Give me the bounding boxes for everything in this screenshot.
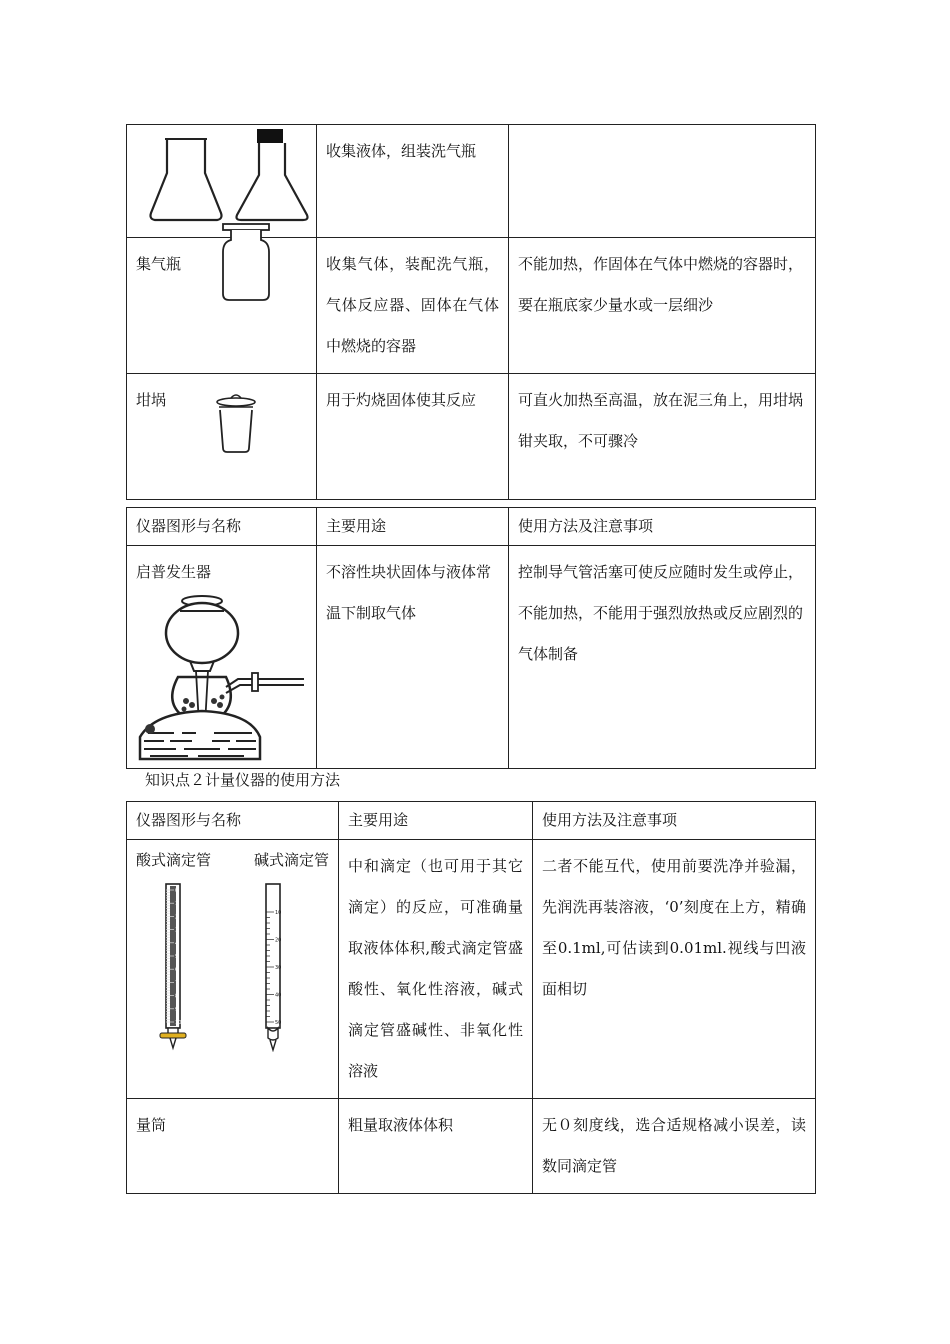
use-text: 用于灼烧固体使其反应 [326, 391, 477, 409]
measuring-instruments-table [126, 801, 816, 1194]
scale-label: 1 [175, 901, 179, 908]
scale-label: 10 [175, 1020, 182, 1026]
base-burette-name: 碱式滴定管 [253, 851, 329, 869]
table-row [127, 546, 816, 769]
scale-label: 0 [175, 888, 179, 894]
scale-label: 8 [175, 993, 179, 1000]
scale-label: 9 [175, 1006, 179, 1013]
table-header-row [127, 508, 816, 546]
use-text: 收集液体，组装洗气瓶 [326, 142, 477, 160]
scale-label: 3 [175, 927, 179, 934]
header-note: 使用方法及注意事项 [518, 517, 654, 535]
use-text: 粗量取液体体积 [348, 1116, 454, 1134]
note-text: 无０刻度线，选合适规格减小误差，读数同滴定管 [542, 1116, 806, 1175]
kipp-generator-illustration [134, 593, 306, 761]
scale-label: 10 [275, 910, 282, 916]
conical-flasks-illustration [127, 125, 317, 237]
apparatus-name: 量筒 [136, 1116, 167, 1134]
base-burette-illustration [258, 882, 288, 1052]
acid-burette-name: 酸式滴定管 [136, 851, 212, 869]
apparatus-table-1 [126, 124, 816, 500]
header-note: 使用方法及注意事项 [542, 811, 678, 829]
header-use: 主要用途 [348, 811, 409, 829]
apparatus-table-2 [126, 507, 816, 769]
note-text: 控制导气管活塞可使反应随时发生或停止，不能加热，不能用于强烈放热或反应剧烈的气体制备 [518, 563, 804, 663]
scale-label: 7 [175, 980, 179, 987]
scale-label: 4 [175, 940, 179, 947]
acid-burette-illustration [158, 882, 188, 1052]
header-name: 仪器图形与名称 [136, 811, 242, 829]
flask-image-cell [127, 125, 317, 238]
scale-label: 50 [275, 1020, 282, 1026]
table-row [127, 125, 816, 238]
scale-label: 30 [275, 965, 282, 971]
header-name: 仪器图形与名称 [136, 517, 242, 535]
table-row [127, 840, 816, 1099]
table-header-row [127, 802, 816, 840]
use-text: 收集气体，装配洗气瓶，气体反应器、固体在气体中燃烧的容器 [326, 255, 499, 355]
scale-label: 20 [275, 937, 282, 944]
table-row [127, 1099, 816, 1194]
note-text: 二者不能互代，使用前要洗净并验漏，先润洗再装溶液，‘0’刻度在上方，精确至0.1ml,可估读到0.01ml.视线与凹液面相切 [542, 857, 806, 998]
apparatus-name: 启普发生器 [136, 563, 212, 581]
apparatus-name: 坩埚 [136, 391, 167, 409]
section-title: 知识点２计量仪器的使用方法 [145, 771, 341, 789]
crucible-illustration [211, 390, 261, 460]
scale-label: 6 [175, 967, 179, 974]
table-row [127, 374, 816, 500]
header-use: 主要用途 [326, 517, 387, 535]
table-row [127, 238, 816, 374]
use-text: 不溶性块状固体与液体常温下制取气体 [326, 563, 492, 622]
note-text: 可直火加热至高温，放在泥三角上，用坩埚钳夹取，不可骤冷 [518, 391, 804, 450]
scale-label: 5 [175, 954, 179, 960]
gas-jar-illustration [213, 222, 283, 302]
scale-label: 2 [175, 914, 179, 921]
note-text: 不能加热，作固体在气体中燃烧的容器时，要在瓶底家少量水或一层细沙 [518, 255, 804, 314]
apparatus-name: 集气瓶 [136, 255, 182, 273]
scale-label: 40 [275, 992, 282, 999]
use-text: 中和滴定（也可用于其它滴定）的反应，可准确量取液体体积,酸式滴定管盛酸性、氧化性溶液，碱式滴定管盛碱性、非氧化性溶液 [348, 857, 523, 1080]
